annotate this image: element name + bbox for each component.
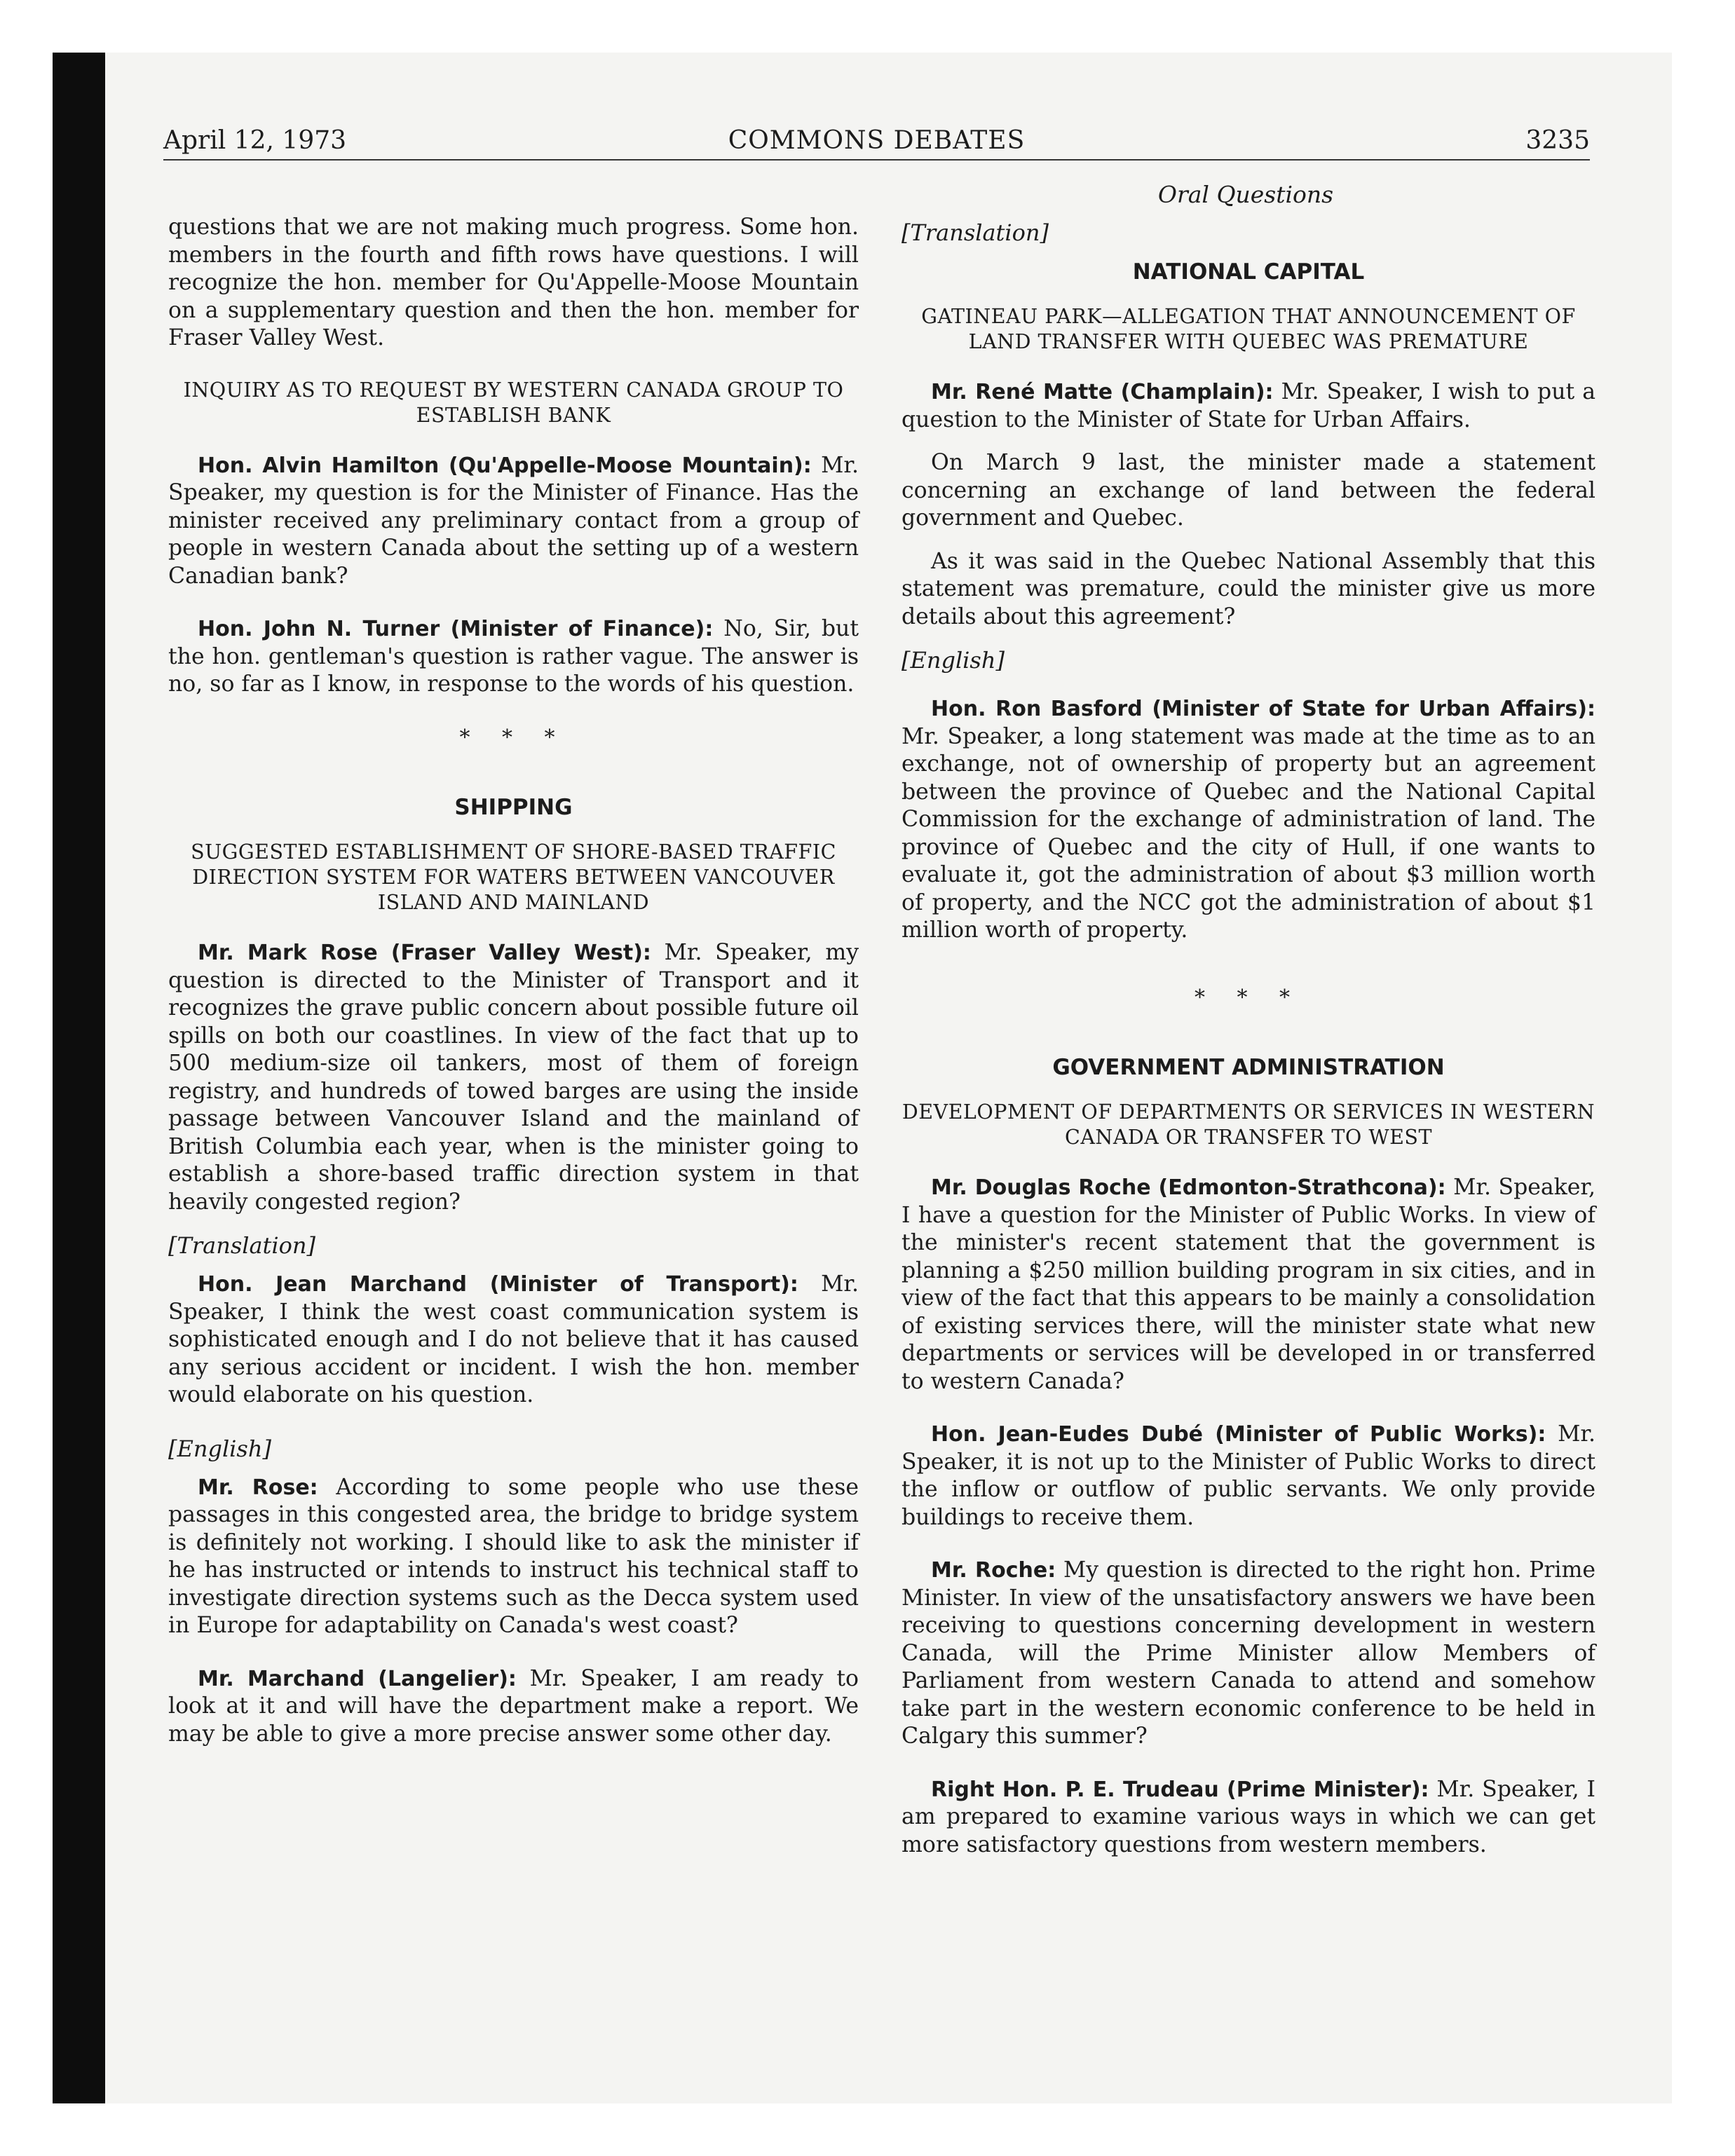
section-separator: * * * [459, 725, 568, 750]
paragraph: On March 9 last, the minister made a statement concerning an exchange of land between the federal government and Quebec. [901, 450, 1595, 531]
speech-text: Mr. Speaker, I have a question for the Minister of Public Works. In view of the minister's recent statement that the government is planning a $250 million building program in six cities, and in view of the fact that this appears to be mainly a consolidation of existing services there, will the minister state what new departments or services will be developed in or transferred to western Canada? [901, 1175, 1595, 1394]
speech-text: Mr. Speaker, I wish to put a question to the Minister of State for Urban Affairs. [901, 379, 1596, 432]
speech-text: Mr. Speaker, I am ready to look at it and will have the department make a report. We may be able to give a more precise answer some other day. [168, 1665, 859, 1747]
running-head [163, 123, 1590, 159]
subheading: GATINEAU PARK—ALLEGATION THAT ANNOUNCEMENT OF LAND TRANSFER WITH QUEBEC WAS PREMATURE [921, 305, 1576, 353]
header-page-number: 3235 [1525, 126, 1590, 155]
speaker-name: Hon. John N. Turner (Minister of Finance): [198, 617, 714, 641]
speech-text: Mr. Speaker, a long statement was made at the time as to an exchange, not of ownership of property but an agreement between the province of Quebec and the National Capital Commission for the exchange of administration of land. The province of Quebec and the city of Hull, if one wants to evaluate it, got the administration of about $3 million worth of property, and the NCC got the administration of about $1 million worth of property. [901, 723, 1595, 943]
section-title: Oral Questions [1157, 181, 1334, 208]
section-separator: * * * [1194, 985, 1303, 1010]
speech-text: No, Sir, but the hon. gentleman's question is rather vague. The answer is no, so far as I know, in response to the words of his question. [168, 616, 859, 697]
speech-text: Mr. Speaker, I think the west coast communication system is sophisticated enough and I do not believe that it has caused any serious accident or incident. I wish the hon. member would elaborate on his question. [168, 1271, 859, 1407]
right-column [901, 219, 1595, 1884]
speech-text: Mr. Speaker, my question is for the Minister of Finance. Has the minister received any preliminary contact from a group of people in western Canada about the setting up of a western Canadian bank? [168, 452, 859, 589]
subheading: SUGGESTED ESTABLISHMENT OF SHORE-BASED TRAFFIC DIRECTION SYSTEM FOR WATERS BETWEEN VANCOUVER ISLAND AND MAINLAND [191, 840, 836, 914]
paragraph [168, 452, 859, 591]
paragraph [901, 1776, 1595, 1860]
paragraph [901, 695, 1595, 945]
paragraph: questions that we are not making much progress. Some hon. members in the fourth and fifth rows have questions. I will recognize the hon. member for Qu'Appelle-Moose Mountain on a supplementary question and then the hon. member for Fraser Valley West. [168, 214, 859, 350]
header-date: April 12, 1973 [163, 126, 347, 155]
header-journal-title: COMMONS DEBATES [728, 126, 1026, 155]
speaker-name: Mr. Mark Rose (Fraser Valley West): [198, 941, 651, 965]
section-heading: SHIPPING [454, 795, 573, 820]
subheading: DEVELOPMENT OF DEPARTMENTS OR SERVICES IN WESTERN CANADA OR TRANSFER TO WEST [901, 1100, 1595, 1149]
speaker-name: Hon. Jean Marchand (Minister of Transport): [198, 1272, 798, 1297]
language-marker: [Translation] [901, 219, 1049, 246]
language-marker: [English] [901, 647, 1005, 674]
language-marker: [English] [168, 1435, 271, 1462]
paragraph [901, 1174, 1595, 1396]
speech-text: Mr. Speaker, I am prepared to examine various ways in which we can get more satisfactory questions from western members. [901, 1776, 1595, 1857]
paragraph [168, 939, 859, 1216]
speech-text: According to some people who use these passages in this congested area, the bridge to bridge system is definitely not working. I should like to ask the minister if he has instructed or intends to instruct his technical staff to investigate direction systems such as the Decca system used in Europe for adaptability on Canada's west coast? [168, 1474, 859, 1638]
speaker-name: Hon. Jean-Eudes Dubé (Minister of Public Works): [931, 1422, 1546, 1447]
paragraph [168, 1665, 859, 1749]
section-heading: NATIONAL CAPITAL [1132, 259, 1365, 285]
paragraph [168, 615, 859, 699]
header-rule [163, 159, 1590, 161]
speech-text: Mr. Speaker, my question is directed to the Minister of Transport and it recognizes the grave public concern about possible future oil spills on both our coastlines. In view of the fact that up to 500 medium-size oil tankers, most of them of foreign registry, and hundreds of towed barges are using the inside passage between Vancouver Island and the mainland of British Columbia each year, when is the minister going to establish a shore-based traffic direction system in that heavily congested region? [168, 940, 859, 1215]
paragraph [901, 1421, 1595, 1531]
speaker-name: Right Hon. P. E. Trudeau (Prime Minister): [931, 1777, 1429, 1802]
paragraph [168, 1474, 859, 1640]
speech-text: My question is directed to the right hon. Prime Minister. In view of the unsatisfactory answers we have been receiving to questions concerning development in western Canada, will the Prime Minister allow Members of Parliament from western Canada to attend and somehow take part in the western economic conference to be held in Calgary this summer? [901, 1557, 1595, 1749]
speaker-name: Hon. Ron Basford (Minister of State for Urban Affairs): [931, 697, 1595, 721]
subheading: INQUIRY AS TO REQUEST BY WESTERN CANADA GROUP TO ESTABLISH BANK [183, 378, 844, 427]
speaker-name: Mr. Marchand (Langelier): [198, 1666, 517, 1691]
paragraph [168, 1271, 859, 1410]
speaker-name: Hon. Alvin Hamilton (Qu'Appelle-Moose Mountain): [198, 453, 812, 478]
paragraph [901, 1557, 1595, 1751]
section-heading: GOVERNMENT ADMINISTRATION [1052, 1055, 1445, 1080]
paragraph [901, 378, 1595, 434]
speech-text: Mr. Speaker, it is not up to the Minister of Public Works to direct the inflow or outflow of public servants. We only provide buildings to receive them. [901, 1421, 1595, 1530]
speaker-name: Mr. Roche: [931, 1558, 1056, 1583]
speaker-name: Mr. Rose: [198, 1475, 318, 1500]
paragraph: As it was said in the Quebec National Assembly that this statement was premature, could the minister give us more details about this agreement? [901, 548, 1595, 629]
speaker-name: Mr. Douglas Roche (Edmonton-Strathcona): [931, 1175, 1446, 1200]
speaker-name: Mr. René Matte (Champlain): [931, 380, 1274, 404]
left-column [168, 214, 859, 1773]
language-marker: [Translation] [168, 1232, 315, 1259]
